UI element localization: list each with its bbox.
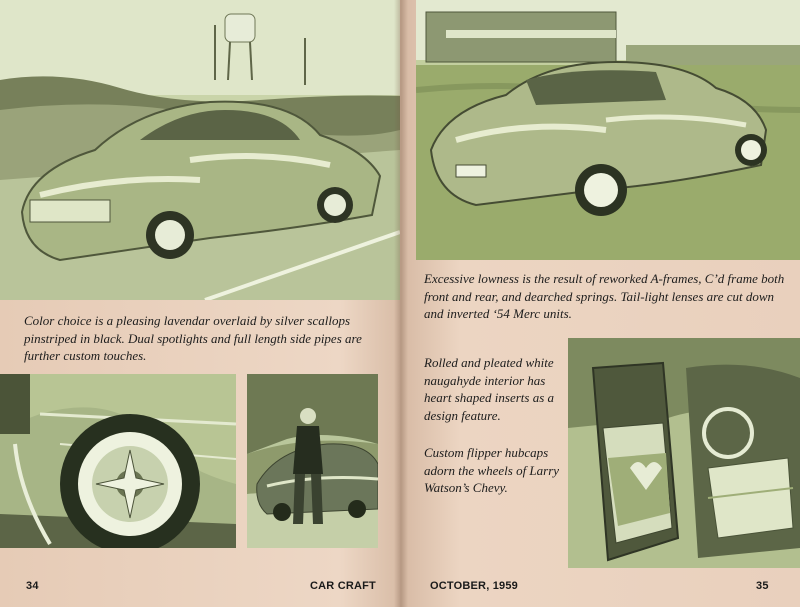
hubcaps-caption: Custom flipper hubcaps adorn the wheels of Larry Watson’s Chevy. xyxy=(424,445,560,495)
page-gutter xyxy=(394,0,408,607)
right-page-number: 35 xyxy=(756,580,769,592)
magazine-name: CAR CRAFT xyxy=(310,580,376,592)
right-page xyxy=(400,0,800,607)
car-photo-rear-quarter xyxy=(416,0,800,260)
interior-caption: Rolled and pleated white naugahyde interior has heart shaped inserts as a design feature. xyxy=(424,355,554,423)
interior-door-photo xyxy=(568,338,800,568)
left-page-number: 34 xyxy=(26,580,39,592)
car-photo-front-quarter xyxy=(0,0,400,300)
issue-date: OCTOBER, 1959 xyxy=(430,580,518,592)
left-caption: Color choice is a pleasing lavendar overlaid by silver scallops pinstriped in black. Dual spotlights and full length side pipes are further custom touches. xyxy=(24,313,362,363)
right-caption-top: Excessive lowness is the result of reworked A-frames, C’d frame both front and rear, and dearched springs. Tail-light lenses are cut down and inverted ‘54 Merc units. xyxy=(424,271,785,321)
wheel-closeup-photo xyxy=(0,374,236,548)
owner-with-car-photo xyxy=(247,374,378,548)
